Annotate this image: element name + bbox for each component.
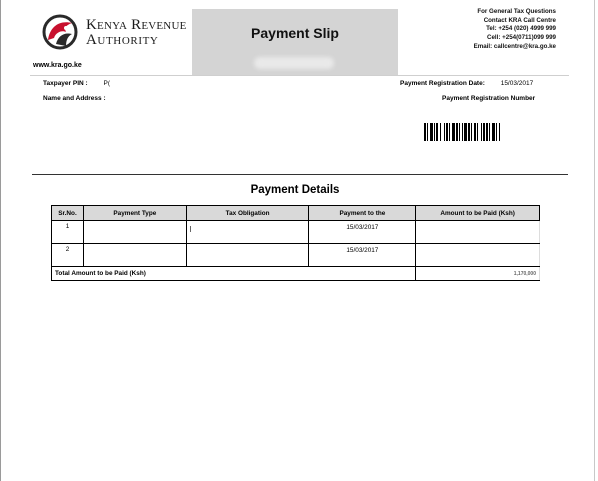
contact-line: Contact KRA Call Centre xyxy=(483,16,556,24)
redaction-mark xyxy=(190,226,191,232)
sr-cell: 2 xyxy=(52,244,84,267)
logo-line-1: Kenya Revenue xyxy=(86,17,187,33)
page-title: Payment Slip xyxy=(251,25,339,41)
table-row xyxy=(52,221,540,244)
contact-line: Email: callcentre@kra.go.ke xyxy=(473,42,556,50)
section-divider xyxy=(32,174,568,175)
total-label: Total Amount to be Paid (Ksh) xyxy=(52,267,416,281)
page-right-edge xyxy=(594,0,595,481)
col-header: Payment to the xyxy=(309,206,416,221)
col-header: Amount to be Paid (Ksh) xyxy=(416,206,540,221)
page-left-edge xyxy=(0,0,1,481)
kra-logo xyxy=(42,14,192,54)
payment-type-cell xyxy=(83,221,186,244)
table-header-row xyxy=(52,206,540,221)
pin-value: P( xyxy=(103,80,110,87)
title-box xyxy=(192,9,398,75)
pin-row xyxy=(43,80,110,87)
contact-block xyxy=(474,8,556,52)
pin-label: Taxpayer PIN : xyxy=(43,80,88,87)
reg-date-row xyxy=(400,80,533,87)
amount-cell xyxy=(416,244,540,267)
name-address-label: Name and Address : xyxy=(43,95,106,102)
logo-wordmark xyxy=(86,18,187,48)
barcode-bar xyxy=(500,123,501,141)
total-row xyxy=(52,267,540,281)
reg-number-label: Payment Registration Number xyxy=(442,95,536,102)
website-text: www.kra.go.ke xyxy=(33,62,82,69)
header-divider xyxy=(30,75,569,76)
tax-obligation-cell xyxy=(186,244,309,267)
tax-obligation-cell xyxy=(186,221,309,244)
contact-line: Tel: +254 (020) 4999 999 xyxy=(486,25,556,33)
contact-line: For General Tax Questions xyxy=(477,8,556,15)
period-cell: 15/03/2017 xyxy=(309,244,416,267)
contact-line: Cell: +254(0711)099 999 xyxy=(487,34,556,42)
sr-cell: 1 xyxy=(52,221,84,244)
amount-cell xyxy=(416,221,540,244)
period-cell: 15/03/2017 xyxy=(309,221,416,244)
redacted-area xyxy=(254,57,334,69)
reg-date-value: 15/03/2017 xyxy=(500,80,534,87)
col-header: Tax Obligation xyxy=(186,206,309,221)
col-header: Payment Type xyxy=(83,206,186,221)
kra-lion-logo-icon xyxy=(42,14,80,50)
total-value: 1,170,000 xyxy=(416,267,540,281)
payment-details-table xyxy=(51,205,540,281)
payment-type-cell xyxy=(83,244,186,267)
col-header: Sr.No. xyxy=(52,206,84,221)
logo-line-2: Authority xyxy=(86,32,159,48)
reg-date-label: Payment Registration Date: xyxy=(400,80,485,87)
barcode xyxy=(424,123,548,141)
table-row xyxy=(52,244,540,267)
details-title: Payment Details xyxy=(250,184,340,196)
